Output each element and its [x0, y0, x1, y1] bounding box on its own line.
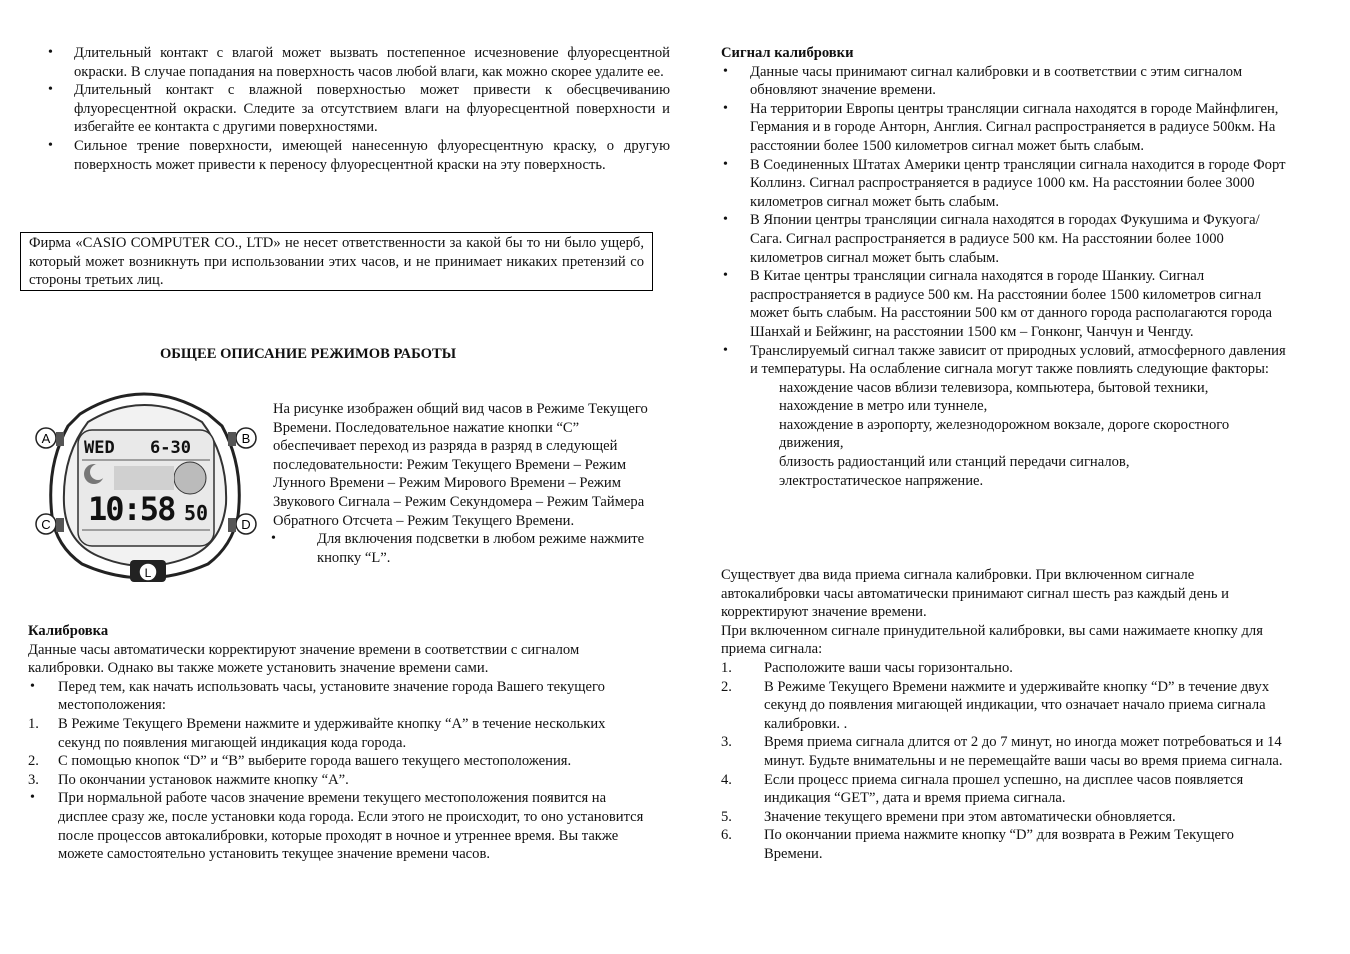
- list-item: 3. Время приема сигнала длится от 2 до 7 минут, но иногда может потребоваться и 14 минут. Будьте внимательны и не перемещайте ваши часы во время приема сигнала.: [721, 734, 1283, 769]
- factor-item: нахождение часов вблизи телевизора, компьютера, бытовой техники,: [779, 379, 1209, 396]
- button-a-label: A: [41, 431, 51, 446]
- list-item: • Сильное трение поверхности, имеющей нанесенную флуоресцентную краску, о другую поверхность может привести к переносу флуоресцентной краски на эту поверхность.: [74, 137, 670, 174]
- list-item: • В Японии центры трансляции сигнала находятся в городах Фукушима и Фукуога/Сага. Сигнал распространяется в радиусе 500 км. На расстоянии более 1000 километров сигнал может быть слабым.: [750, 211, 1291, 267]
- factor-item: близость радиостанций или станций передачи сигналов,: [779, 454, 1130, 471]
- list-item: 2. С помощью кнопок “D” и “B” выберите города вашего текущего местоположения.: [28, 753, 572, 770]
- list-item: • Длительный контакт с влагой может вызвать постепенное исчезновение флуоресцентной окраски. В случае попадания на поверхность часов любой влаги, как можно скорее удалите ее.: [74, 44, 670, 81]
- list-item: • При нормальной работе часов значение времени текущего местоположения появится на дисплее сразу же, после установки кода города. Если этого не происходит, то оно установится после процессов автокалибровки, которые проходят в ночное и утреннее время. Вы также можете самостоятельно установить текущее значение времени часов.: [58, 789, 650, 863]
- lcd-time: 10:58: [88, 490, 175, 528]
- list-item: • Длительный контакт с влажной поверхностью может привести к обесцвечиванию флуоресцентной окраски. Следите за отсутствием влаги на флуоресцентной поверхности и избегайте ее контакта с другими поверхностями.: [74, 81, 670, 137]
- list-item: • Перед тем, как начать использовать часы, установите значение города Вашего текущего местоположения:: [58, 678, 650, 715]
- calibration-title: Калибровка: [28, 623, 109, 639]
- factor-item: электростатическое напряжение.: [779, 472, 984, 489]
- reception-types-p1: Существует два вида приема сигнала калибровки. При включенном сигнале автокалибровки часы автоматически принимают сигнал шесть раз каждый день и корректируют значение времени.: [721, 567, 1229, 621]
- reception-types-p2: При включенном сигнале принудительной калибровки, вы сами нажимаете кнопку для приема сигнала:: [721, 622, 1263, 658]
- list-item: 4. Если процесс приема сигнала прошел успешно, на дисплее часов появляется индикация “GET”, дата и время приема сигнала.: [721, 771, 1244, 807]
- reception-types-section: [721, 566, 1291, 864]
- list-item: • Транслируемый сигнал также зависит от природных условий, атмосферного давления и температуры. На ослабление сигнала могут также повлиять следующие факторы: нахождение часов вблизи телевизора, компьютера, бытовой техники, нахождение в метро или туннеле, нахождение в аэропорту, железнодорожном вокзале, дороге скоростного движения, близость радиостанций или станций передачи сигналов, электростатическое напряжение.: [750, 342, 1291, 491]
- factors-list: [750, 379, 1291, 491]
- lcd-seconds: 50: [184, 501, 209, 525]
- moisture-warning-list: [74, 44, 670, 174]
- lcd-date: 6-30: [150, 438, 191, 458]
- watch-face-icon: [32, 386, 264, 590]
- list-item: 5. Значение текущего времени при этом автоматически обновляется.: [721, 808, 1176, 825]
- list-item: 3. По окончании установок нажмите кнопку “A”.: [28, 771, 349, 788]
- calibration-intro: Данные часы автоматически корректируют значение времени в соответствии с сигналом калибровки. Однако вы также можете установить значение времени сами.: [28, 641, 580, 677]
- factor-item: нахождение в метро или туннеле,: [779, 398, 988, 415]
- watch-description-text: На рисунке изображен общий вид часов в Режиме Текущего Времени. Последовательное нажатие кнопки “C” обеспечивает переход из разряда в разряд в следующей последовательности: Режим Текущего Времени – Режим Лунного Времени – Режим Мирового Времени – Режим Звукового Сигнала – Режим Секундомера – Режим Таймера Обратного Отсчета – Режим Текущего Времени.: [273, 401, 648, 529]
- calibration-section: [28, 622, 650, 864]
- list-item: 1. В Режиме Текущего Времени нажмите и удерживайте кнопку “A” в течение нескольких секунд по появления мигающей индикация кода города.: [28, 715, 606, 751]
- disclaimer-box: Фирма «CASIO COMPUTER CO., LTD» не несет ответственности за какой бы то ни было ущерб, который может возникнуть при использовании этих часов, и не принимает никаких претензий со стороны третьих лиц.: [20, 232, 653, 291]
- button-b-label: B: [241, 431, 251, 446]
- button-c-label: C: [41, 517, 51, 532]
- button-l-label: L: [144, 566, 152, 580]
- list-item: • На территории Европы центры трансляции сигнала находятся в городе Майнфлиген, Германия и в городе Анторн, Англия. Сигнал распространяется в радиусе 500км. На расстоянии более 1500 километров сигнал может быть слабым.: [750, 100, 1291, 156]
- watch-illustration: [32, 386, 264, 590]
- list-item: • В Китае центры трансляции сигнала находятся в городе Шанкиу. Сигнал распространяется в радиусе 500 км. На расстоянии более 1500 километров сигнал может быть слабым. На расстоянии 500 км от данного города располагаются города Шанхай и Бейжинг, на расстоянии 1500 км – Гонконг, Чанчун и Ченгду.: [750, 267, 1291, 341]
- list-item: 1. Расположите ваши часы горизонтально.: [721, 659, 1013, 676]
- backlight-note: • Для включения подсветки в любом режиме нажмите кнопку “L”.: [317, 530, 653, 567]
- lcd-day: WED: [84, 438, 115, 458]
- list-item: 2. В Режиме Текущего Времени нажмите и удерживайте кнопку “D” в течение двух секунд до появления мигающей индикации, что означает начало приема сигнала калибровки. .: [721, 678, 1270, 732]
- factor-item: нахождение в аэропорту, железнодорожном вокзале, дороге скоростного движения,: [779, 416, 1230, 452]
- watch-description: [273, 400, 653, 567]
- list-item: 6. По окончании приема нажмите кнопку “D” для возврата в Режим Текущего Времени.: [721, 827, 1234, 862]
- signal-title: Сигнал калибровки: [721, 45, 854, 61]
- list-item: • В Соединенных Штатах Америки центр трансляции сигнала находится в городе Форт Коллинз. Сигнал распространяется в радиусе 1000 км. На расстоянии более 3000 километров сигнал может быть слабым.: [750, 156, 1291, 212]
- modes-section-title: ОБЩЕЕ ОПИСАНИЕ РЕЖИМОВ РАБОТЫ: [159, 346, 457, 362]
- signal-section: [721, 44, 1291, 490]
- list-item: • Данные часы принимают сигнал калибровки и в соответствии с этим сигналом обновляют значение времени.: [750, 63, 1291, 100]
- button-d-label: D: [241, 517, 251, 532]
